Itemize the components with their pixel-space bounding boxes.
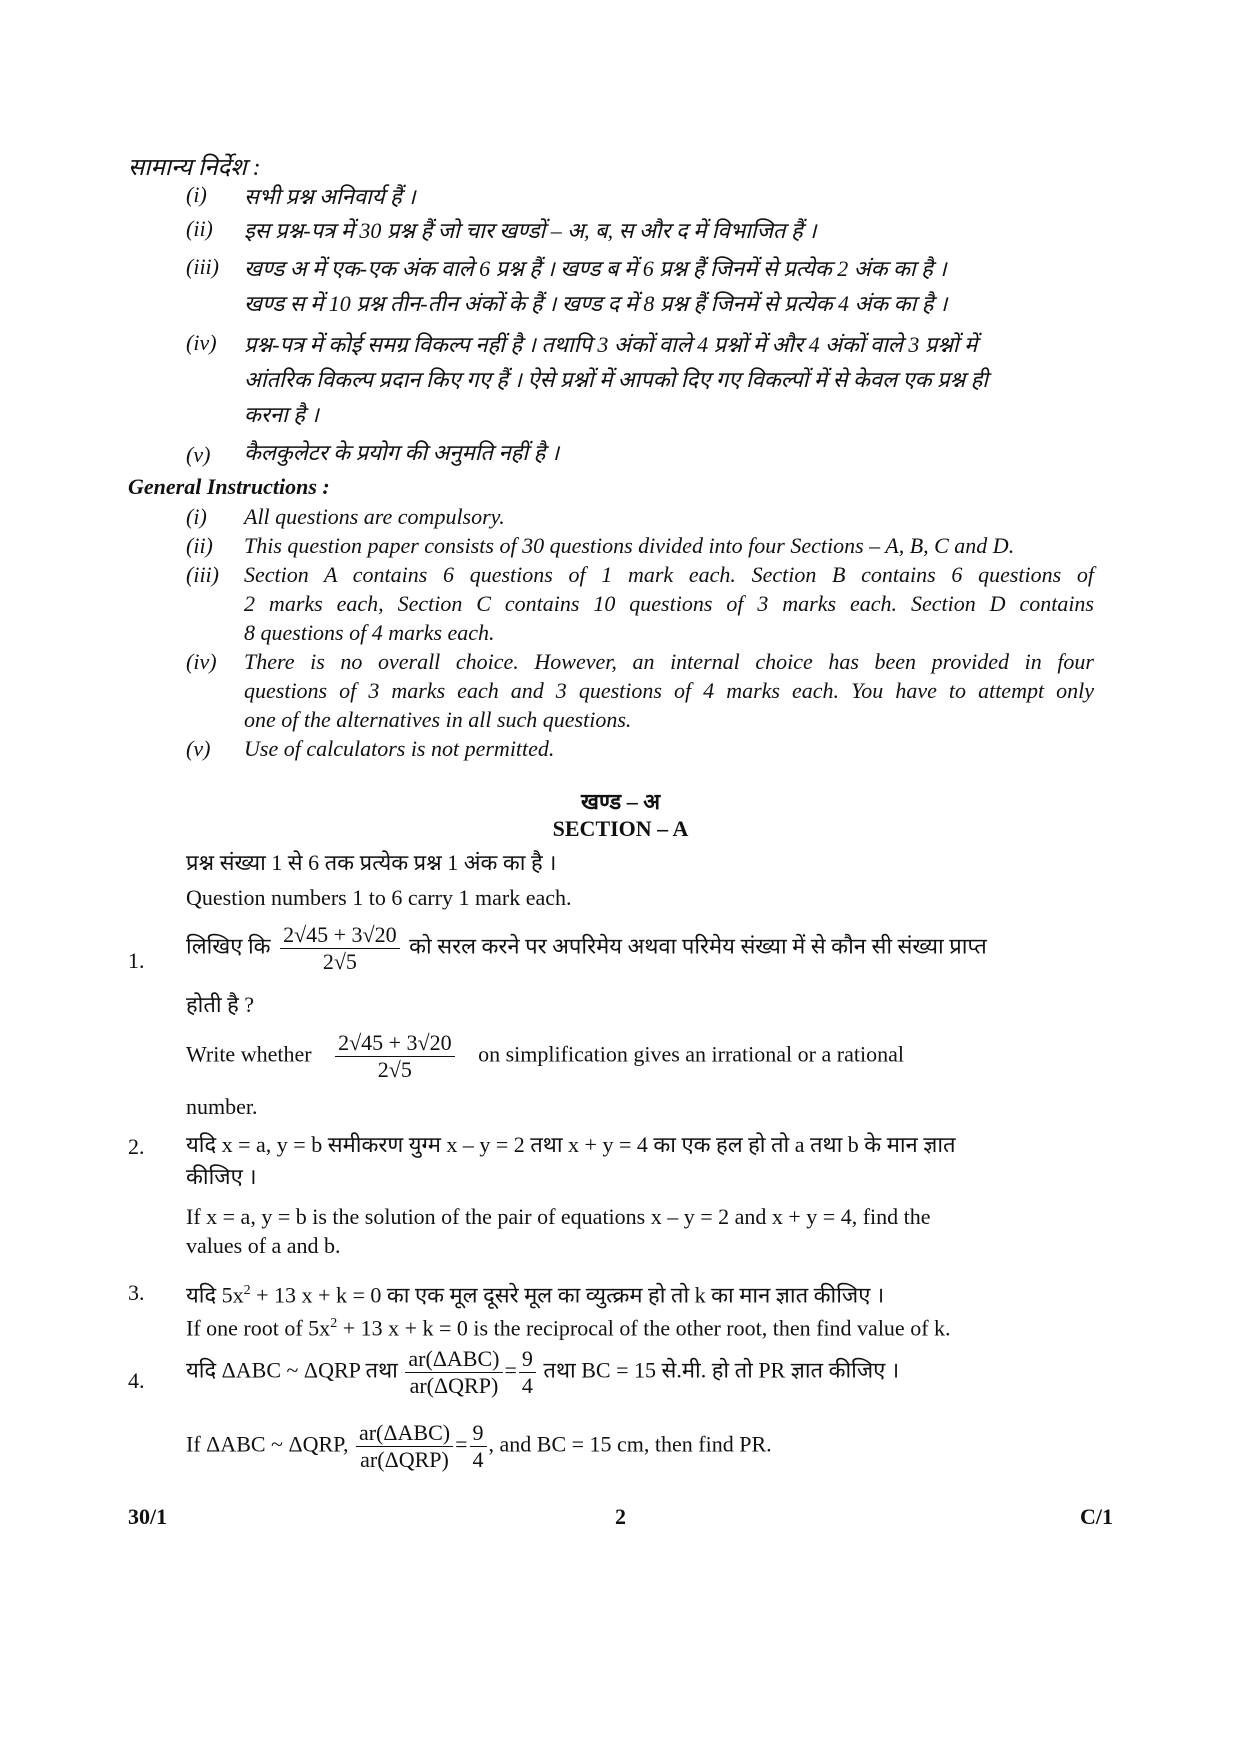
q4-value-numerator: 9 xyxy=(519,1346,536,1373)
question-1-hindi-line-2: होती है ? xyxy=(186,992,255,1017)
q3-hindi-suffix: + 13 x + k = 0 का एक मूल दूसरे मूल का व्युत्क्रम हो तो k का मान ज्ञात कीजिए । xyxy=(250,1282,885,1308)
section-note-english: Question numbers 1 to 6 carry 1 mark each. xyxy=(186,885,572,910)
hi-item-1-num: (i) xyxy=(186,182,207,207)
q1-hindi-prefix: लिखिए कि xyxy=(186,933,271,959)
q1-fraction-numerator: 2√45 + 3√20 xyxy=(280,922,400,949)
question-2-english-line-2: values of a and b. xyxy=(186,1233,341,1258)
q4-en-ratio-numerator: ar(ΔABC) xyxy=(356,1420,453,1447)
en-item-4-line-1: There is no overall choice. However, an internal choice has been provided in four xyxy=(244,649,1094,674)
q1-en-fraction-denominator: 2√5 xyxy=(377,1057,412,1082)
q4-ratio-denominator: ar(ΔQRP) xyxy=(409,1373,499,1398)
question-4-hindi xyxy=(186,1346,1062,1399)
q1-english-prefix: Write whether xyxy=(186,1041,312,1067)
question-3-hindi xyxy=(186,1274,884,1311)
hi-item-2-num: (ii) xyxy=(186,216,213,241)
q1-english-suffix: on simplification gives an irrational or a rational xyxy=(478,1041,904,1067)
hi-item-1-text: सभी प्रश्न अनिवार्य हैं । xyxy=(244,184,416,209)
hi-item-4-line-3: करना है । xyxy=(244,402,319,427)
q1-english-fraction xyxy=(335,1030,455,1083)
q4-english-prefix: If ΔABC ~ ΔQRP, xyxy=(186,1431,349,1457)
hindi-instructions-title: सामान्य निर्देश : xyxy=(128,155,261,181)
question-2-english-line-1: If x = a, y = b is the solution of the pair of equations x – y = 2 and x + y = 4, find the xyxy=(186,1204,931,1229)
en-item-3-line-3: 8 questions of 4 marks each. xyxy=(244,620,495,645)
q3-english-suffix: + 13 x + k = 0 is the reciprocal of the other root, then find value of k. xyxy=(337,1315,951,1341)
hi-item-4-num: (iv) xyxy=(186,330,217,355)
q4-hindi-value-fraction xyxy=(519,1346,536,1399)
en-item-4-num: (iv) xyxy=(186,649,217,674)
en-item-4-line-2: questions of 3 marks each and 3 questions of 4 marks each. You have to attempt only xyxy=(244,678,1094,703)
section-title-hindi: खण्ड – अ xyxy=(580,789,661,814)
q4-en-ratio-denominator: ar(ΔQRP) xyxy=(360,1447,449,1472)
q3-hindi-prefix: यदि 5x xyxy=(186,1282,244,1308)
section-title-english: SECTION – A xyxy=(552,816,689,841)
question-3-number: 3. xyxy=(128,1280,145,1305)
question-1-hindi xyxy=(186,922,1062,975)
q1-fraction-denominator: 2√5 xyxy=(322,949,357,974)
en-item-1-text: All questions are compulsory. xyxy=(244,504,505,529)
hi-item-3-line-2: खण्ड स में 10 प्रश्न तीन-तीन अंकों के हैं । खण्ड द में 8 प्रश्न हैं जिनमें से प्रत्येक 4 अंक का है । xyxy=(244,291,948,316)
question-1-number: 1. xyxy=(128,948,145,973)
footer-paper-code: 30/1 xyxy=(128,1504,168,1529)
q3-english-prefix: If one root of 5x xyxy=(186,1315,331,1341)
q4-english-value-fraction xyxy=(470,1420,487,1473)
q4-ratio-numerator: ar(ΔABC) xyxy=(405,1346,502,1373)
question-2-hindi-line-1: यदि x = a, y = b समीकरण युग्म x – y = 2 तथा x + y = 4 का एक हल हो तो a तथा b के मान ज्ञात xyxy=(186,1132,956,1157)
hi-item-5-text: कैलकुलेटर के प्रयोग की अनुमति नहीं है । xyxy=(244,440,560,465)
question-2-hindi-line-2: कीजिए । xyxy=(186,1164,257,1189)
q4-hindi-suffix: तथा BC = 15 से.मी. हो तो PR ज्ञात कीजिए । xyxy=(543,1357,900,1383)
en-item-2-num: (ii) xyxy=(186,533,213,558)
q3-hindi-exponent: 2 xyxy=(243,1283,251,1298)
en-item-3-line-2: 2 marks each, Section C contains 10 questions of 3 marks each. Section D contains xyxy=(244,591,1094,616)
hi-item-3-num: (iii) xyxy=(186,254,219,279)
question-1-english xyxy=(186,1030,1062,1083)
hi-item-5-num: (v) xyxy=(186,442,211,467)
q4-en-value-denominator: 4 xyxy=(472,1447,484,1472)
q1-hindi-fraction xyxy=(280,922,400,975)
q4-hindi-prefix: यदि ΔABC ~ ΔQRP तथा xyxy=(186,1357,398,1383)
q4-en-equals: = xyxy=(455,1431,468,1457)
q4-en-value-numerator: 9 xyxy=(470,1420,487,1447)
en-item-3-num: (iii) xyxy=(186,562,219,587)
q4-equals: = xyxy=(504,1357,517,1383)
en-item-5-num: (v) xyxy=(186,736,211,761)
footer-page-number: 2 xyxy=(615,1504,626,1529)
q1-hindi-suffix: को सरल करने पर अपरिमेय अथवा परिमेय संख्या में से कौन सी संख्या प्राप्त xyxy=(409,933,987,959)
hi-item-4-line-1: प्रश्न-पत्र में कोई समग्र विकल्प नहीं है । तथापि 3 अंकों वाले 4 प्रश्नों में और 4 अंकों वाले 3 प्रश्नों में xyxy=(244,332,978,357)
en-item-3-line-1: Section A contains 6 questions of 1 mark each. Section B contains 6 questions of xyxy=(244,562,1094,587)
q4-value-denominator: 4 xyxy=(521,1373,533,1398)
hi-item-2-text: इस प्रश्न-पत्र में 30 प्रश्न हैं जो चार खण्डों – अ, ब, स और द में विभाजित हैं । xyxy=(244,218,817,243)
q4-hindi-ratio-fraction xyxy=(405,1346,502,1399)
footer-set-code: C/1 xyxy=(1080,1504,1113,1529)
question-1-english-line-2: number. xyxy=(186,1094,258,1119)
hi-item-4-line-2: आंतरिक विकल्प प्रदान किए गए हैं । ऐसे प्रश्नों में आपको दिए गए विकल्पों में से केवल एक प्रश्न ही xyxy=(244,367,988,392)
english-instructions-title: General Instructions : xyxy=(128,474,330,499)
q1-en-fraction-numerator: 2√45 + 3√20 xyxy=(335,1030,455,1057)
question-4-english xyxy=(186,1420,1062,1473)
question-2-number: 2. xyxy=(128,1134,145,1159)
en-item-1-num: (i) xyxy=(186,504,207,529)
q4-english-suffix: , and BC = 15 cm, then find PR. xyxy=(488,1431,772,1457)
question-4-number: 4. xyxy=(128,1368,145,1393)
en-item-5-text: Use of calculators is not permitted. xyxy=(244,736,555,761)
en-item-4-line-3: one of the alternatives in all such questions. xyxy=(244,707,632,732)
hi-item-3-line-1: खण्ड अ में एक-एक अंक वाले 6 प्रश्न हैं । खण्ड ब में 6 प्रश्न हैं जिनमें से प्रत्येक 2 अंक का है । xyxy=(244,256,947,281)
en-item-2-text: This question paper consists of 30 questions divided into four Sections – A, B, C and D. xyxy=(244,533,1015,558)
question-3-english xyxy=(186,1307,951,1344)
q4-english-ratio-fraction xyxy=(356,1420,453,1473)
section-note-hindi: प्रश्न संख्या 1 से 6 तक प्रत्येक प्रश्न 1 अंक का है । xyxy=(186,850,557,875)
q3-english-exponent: 2 xyxy=(330,1316,338,1331)
